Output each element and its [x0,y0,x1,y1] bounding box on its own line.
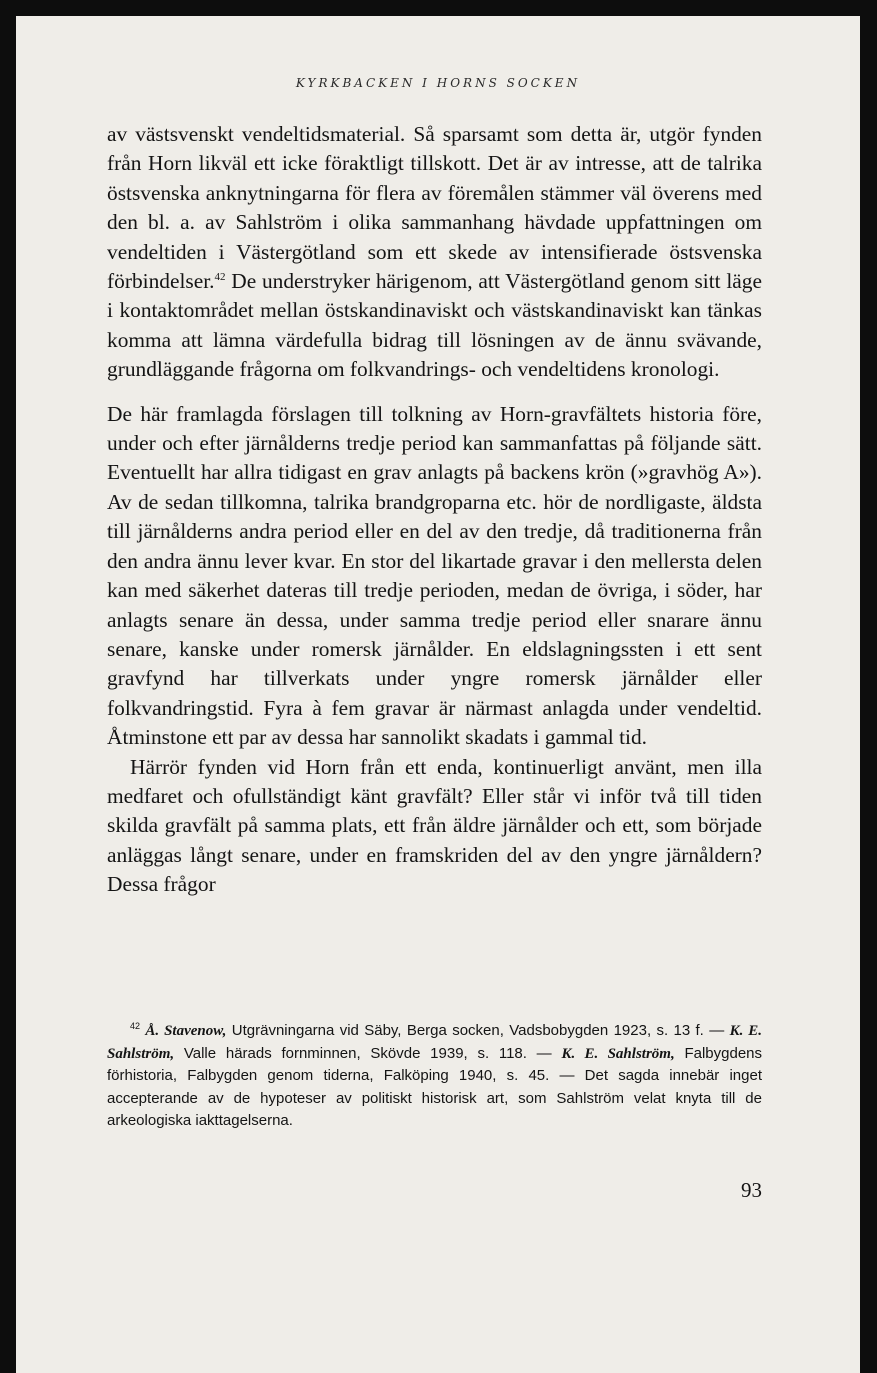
page-number: 93 [741,1178,762,1202]
footnote-42 [107,1020,762,1133]
paragraph-1-continuation: De understryker härigenom, att Västergötland genom sitt läge i kontaktområdet mellan östskandinaviskt och västskandinaviskt kan tänkas komma att lämna värdefulla bidrag till lösningen av de ännu svävande, grundläggande frågorna om folkvandrings- och vendeltidens kronologi. [107,269,762,382]
footnote-text-2: Valle härads fornminnen, Skövde 1939, s. 118. — [174,1044,562,1062]
paragraph-3: Härrör fynden vid Horn från ett enda, kontinuerligt använt, men illa medfaret och ofullständigt känt gravfält? Eller står vi inför två till tiden skilda gravfält på samma plats, ett från äldre järnålder och ett, som började anläggas långt senare, under en framskriden del av den yngre järnåldern? Dessa frågor [107,754,762,897]
paragraph-2: De här framlagda förslagen till tolkning av Horn-gravfältets historia före, under och efter järnålderns tredje period kan sammanfattas på följande sätt. Eventuellt har allra tidigast en grav anlagts på backens krön (»gravhög A»). Av de sedan tillkomna, talrika brandgroparna etc. hör de nordligaste, äldsta till järnålderns andra period eller en del av den tredje, då traditionerna från den andra ännu lever kvar. En stor del likartade gravar i den mellersta delen kan med säkerhet dateras till tredje perioden, medan de övriga, i söder, har anlagts senare än dessa, under samma tredje period eller snarare ännu senare, kanske under romersk järnålder. En eldslagningssten i ett sent gravfynd har tillverkats under yngre romersk järnålder eller folkvandringstid. Fyra à fem gravar är närmast anlagda under vendeltid. Åtminstone ett par av dessa har sannolikt skadats i gammal tid. [107,401,762,750]
body-text [107,120,762,900]
footnote-text-3: Falbygdens förhistoria, Falbygden genom tiderna, Falköping 1940, s. 45. — Det sagda innebär inget accepterande av de hypoteser av politiskt historisk art, som Sahlström velat knyta till de arkeologiska iakttagelserna. [107,1044,763,1130]
book-page [16,16,860,1373]
footnote-reference[interactable]: 42 [214,270,226,283]
paragraph-1-text: av västsvenskt vendeltidsmaterial. Så sparsamt som detta är, utgör fynden från Horn likväl ett icke föraktligt tillskott. Det är av intresse, att de talrika östsvenska anknytningarna för flera av föremålen stämmer väl överens med den bl. a. av Sahlström i olika sammanhang hävdade uppfattningen om vendeltiden i Västergötland som ett skede av intensifierade östsvenska förbindelser. [107,122,762,294]
footnote-number: 42 [130,1021,141,1031]
footnote-author-3: K. E. Sahlström, [561,1045,675,1062]
footnote-section [107,1020,762,1133]
footnote-text-1: Utgrävningarna vid Säby, Berga socken, Vadsbobygden 1923, s. 13 f. — [226,1022,730,1039]
running-head: KYRKBACKEN I HORNS SOCKEN [295,76,581,90]
paragraph-1 [107,120,762,385]
footnote-author-2: K. E. Sahlström, [107,1023,763,1062]
footnote-author-1: Å. Stavenow, [145,1023,227,1039]
